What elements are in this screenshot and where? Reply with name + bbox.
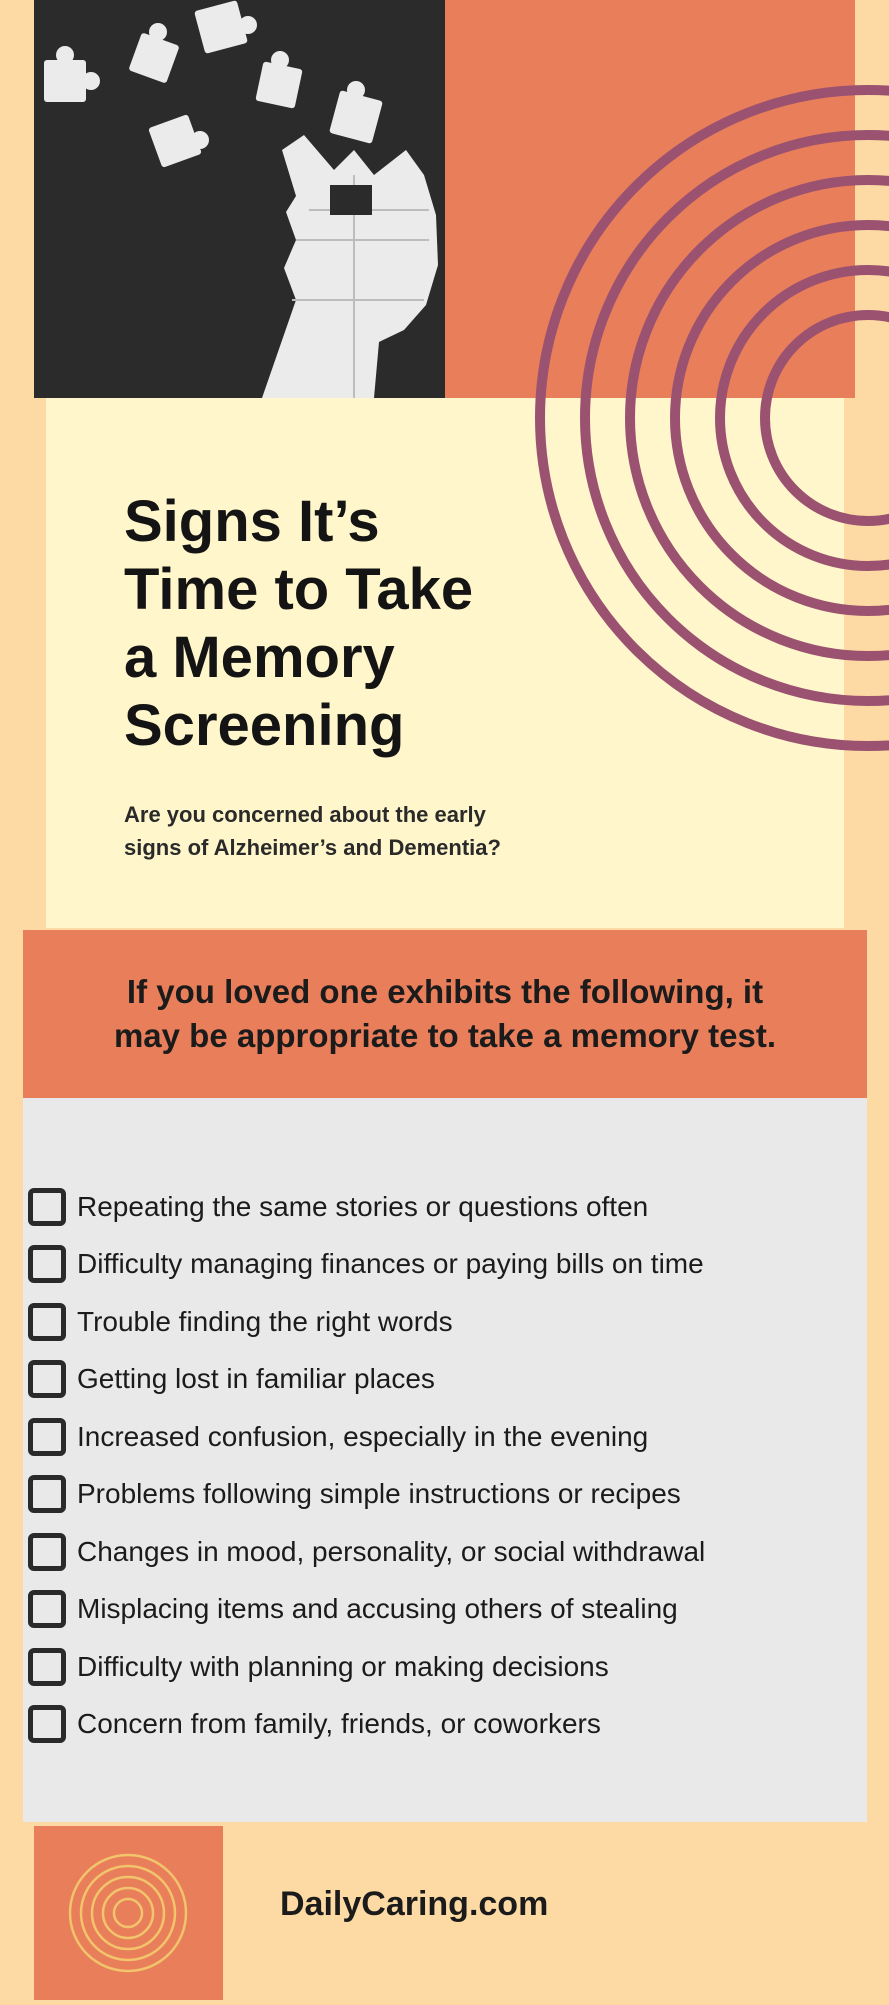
callout-line: may be appropriate to take a memory test. — [113, 1017, 777, 1054]
checkbox-icon — [28, 1303, 66, 1341]
checklist-item-label: Getting lost in familiar places — [77, 1363, 435, 1395]
checkbox-icon — [28, 1418, 66, 1456]
title-line: Time to Take — [124, 557, 474, 622]
checklist-item — [28, 1581, 705, 1639]
checklist-item-label: Problems following simple instructions or recipes — [77, 1478, 681, 1510]
footer-logo-tile — [34, 1826, 223, 2000]
checklist-item — [28, 1293, 705, 1351]
subtitle — [124, 798, 604, 864]
checklist-item — [28, 1696, 705, 1754]
checklist-item-label: Repeating the same stories or questions often — [77, 1190, 649, 1222]
checklist-item — [28, 1351, 705, 1409]
title-line: Signs It’s — [124, 489, 380, 554]
subtitle-line: Are you concerned about the early — [124, 802, 486, 827]
checkbox-icon — [28, 1648, 66, 1686]
title-line: a Memory — [124, 625, 395, 690]
checklist-item — [28, 1408, 705, 1466]
page-title — [124, 488, 584, 760]
puzzle-head-photo — [34, 0, 445, 398]
title-line: Screening — [124, 693, 405, 758]
head-silhouette — [262, 135, 438, 398]
checkbox-icon — [28, 1360, 66, 1398]
checklist-item-label: Difficulty with planning or making decisions — [77, 1650, 609, 1682]
checklist-item-label: Concern from family, friends, or coworkers — [77, 1708, 601, 1740]
checkbox-icon — [28, 1590, 66, 1628]
checkbox-icon — [28, 1533, 66, 1571]
checklist-item-label: Changes in mood, personality, or social withdrawal — [77, 1535, 706, 1567]
concentric-circles-icon — [34, 1826, 223, 2000]
checklist-item-label: Increased confusion, especially in the evening — [77, 1420, 649, 1452]
puzzle-head-illustration — [34, 0, 445, 398]
checklist-item-label: Difficulty managing finances or paying bills on time — [77, 1248, 704, 1280]
subtitle-line: signs of Alzheimer’s and Dementia? — [124, 835, 501, 860]
checkbox-icon — [28, 1245, 66, 1283]
checklist-item — [28, 1178, 705, 1236]
checkbox-icon — [28, 1705, 66, 1743]
floating-puzzle-pieces — [44, 0, 383, 168]
checklist-item-label: Trouble finding the right words — [77, 1305, 453, 1337]
checklist-item — [28, 1638, 705, 1696]
callout-text — [23, 970, 867, 1058]
checklist-item — [28, 1236, 705, 1294]
callout-line: If you loved one exhibits the following, it — [126, 973, 764, 1010]
brand-name: DailyCaring.com — [280, 1885, 549, 1923]
head-missing-piece — [330, 185, 372, 215]
symptom-checklist — [28, 1178, 705, 1753]
checkbox-icon — [28, 1475, 66, 1513]
checkbox-icon — [28, 1188, 66, 1226]
checklist-item — [28, 1523, 705, 1581]
checklist-item — [28, 1466, 705, 1524]
checklist-item-label: Misplacing items and accusing others of stealing — [77, 1593, 678, 1625]
